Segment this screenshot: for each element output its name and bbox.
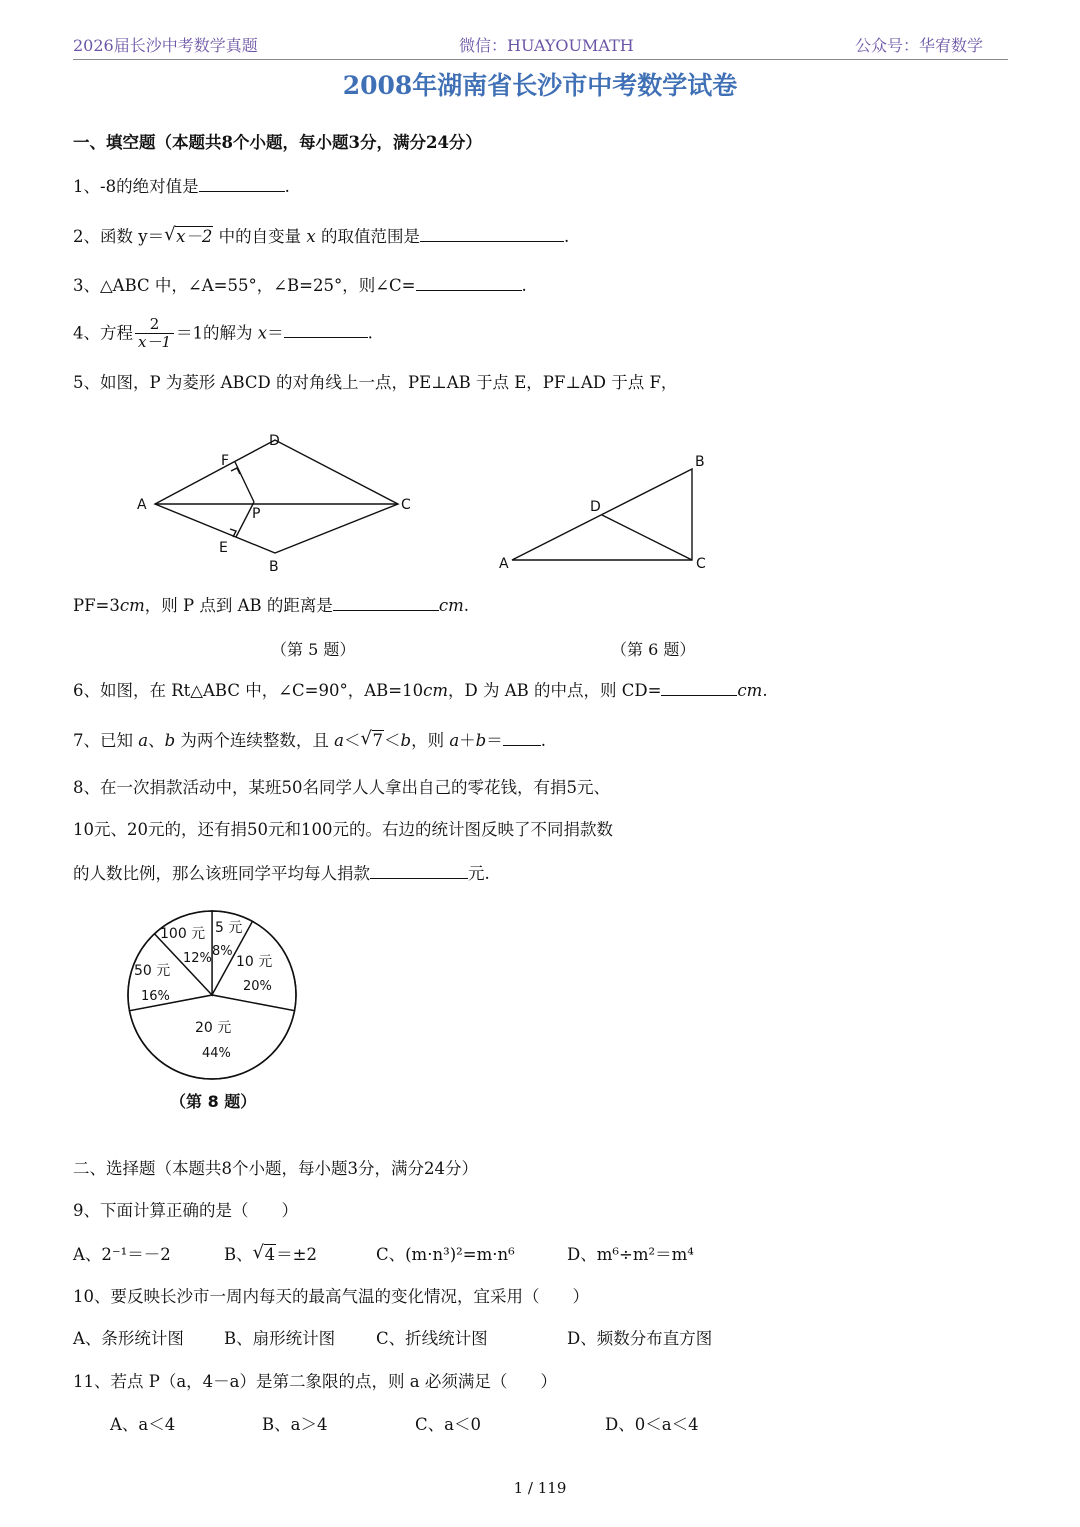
q4-answer-blank xyxy=(284,323,368,338)
q6-end: . xyxy=(762,681,768,700)
question-5-continued xyxy=(73,596,469,615)
question-6 xyxy=(73,681,768,700)
fig6-label-d: D xyxy=(590,499,601,515)
q4-var: x xyxy=(257,323,268,343)
fig5-label-a: A xyxy=(137,497,147,513)
question-5: 5、如图，P 为菱形 ABCD 的对角线上一点，PE⊥AB 于点 E，PF⊥AD 于点 F， xyxy=(73,373,678,392)
q7-sep: 、 xyxy=(148,731,165,750)
question-10: 10、要反映长沙市一周内每天的最高气温的变化情况，宜采用（ ） xyxy=(73,1287,589,1306)
q2-pre: 2、函数 y＝ xyxy=(73,227,165,246)
q7-plus: ＋ xyxy=(459,731,476,750)
fig5-label-e: E xyxy=(219,540,228,556)
pie-slice-20元 xyxy=(129,995,294,1079)
fig5-label-f: F xyxy=(221,453,230,469)
pie-pct-5: 8% xyxy=(212,944,233,959)
q9-b-post: ＝±2 xyxy=(276,1245,317,1264)
q9-option-d: D、m⁶÷m²＝m⁴ xyxy=(567,1245,694,1264)
pie-pct-50: 16% xyxy=(141,989,170,1004)
question-8-line1: 8、在一次捐款活动中，某班50名同学人人拿出自己的零花钱，有捐5元、 xyxy=(73,778,610,797)
q6-answer-blank xyxy=(661,681,737,696)
q1-answer-blank xyxy=(199,177,285,192)
q3-end: . xyxy=(521,276,527,295)
q5-answer-blank xyxy=(333,596,439,611)
question-9: 9、下面计算正确的是（ ） xyxy=(73,1201,298,1220)
fig5-label-d: D xyxy=(269,433,280,449)
q3-text: 3、△ABC 中，∠A=55°，∠B=25°，则∠C= xyxy=(73,276,416,295)
segment-cd xyxy=(602,515,692,560)
q9-option-a: A、2⁻¹＝－2 xyxy=(73,1245,171,1264)
pie-label-100: 100 元 xyxy=(160,926,206,942)
q5-cont-mid: ，则 P 点到 AB 的距离是 xyxy=(144,596,333,615)
header-center: 微信：HUAYOUMATH xyxy=(459,36,634,55)
q11-option-a: A、a＜4 xyxy=(110,1415,176,1434)
section1-heading: 一、填空题（本题共8个小题，每小题3分，满分24分） xyxy=(73,133,482,152)
q4-mid: ＝1的解为 xyxy=(176,323,258,343)
fig6-label-a: A xyxy=(499,556,509,572)
question-8-line3 xyxy=(73,864,490,883)
figure-5-rhombus xyxy=(125,425,425,580)
q5-cont-pre: PF=3 xyxy=(73,596,120,615)
q2-mid: 中的自变量 xyxy=(213,227,307,246)
header-left: 2026届长沙中考数学真题 xyxy=(73,36,258,55)
q3-answer-blank xyxy=(416,276,522,291)
q7-a2: a xyxy=(334,731,344,750)
q2-var: x xyxy=(306,227,316,246)
q10-option-a: A、条形统计图 xyxy=(73,1329,184,1348)
q6-pre: 6、如图，在 Rt△ABC 中，∠C=90°，AB=10 xyxy=(73,681,424,700)
q7-eq: ＝ xyxy=(486,731,503,750)
q5-answer-unit: cm xyxy=(438,596,464,615)
q2-post: 的取值范围是 xyxy=(315,227,420,246)
figure-6-triangle xyxy=(495,448,720,578)
q7-sqrt: √ 7 xyxy=(360,728,383,750)
q9-b-pre: B、 xyxy=(224,1245,253,1264)
page-title: 2008年湖南省长沙市中考数学试卷 xyxy=(342,71,738,100)
q7-mid: 为两个连续整数，且 xyxy=(175,731,335,750)
rhombus-outline xyxy=(155,440,398,553)
question-11: 11、若点 P（a，4－a）是第二象限的点，则 a 必须满足（ ） xyxy=(73,1372,557,1391)
q10-option-c: C、折线统计图 xyxy=(376,1329,488,1348)
q7-pre: 7、已知 xyxy=(73,731,139,750)
question-1 xyxy=(73,177,290,196)
q4-numerator: 2 xyxy=(149,315,160,333)
q9-b-sqrt: √ 4 xyxy=(252,1242,276,1264)
q9-option-c: C、(m·n³)²=m·n⁶ xyxy=(376,1245,515,1264)
q6-answer-unit: cm xyxy=(737,681,763,700)
q5-unit: cm xyxy=(119,596,145,615)
q5-end: . xyxy=(463,596,470,615)
right-angle-e xyxy=(230,529,236,537)
q7-b: b xyxy=(164,731,176,750)
q11-option-c: C、a＜0 xyxy=(415,1415,481,1434)
q2-end: . xyxy=(563,227,570,246)
question-2 xyxy=(73,224,570,246)
q9-b-radicand: 4 xyxy=(264,1245,276,1264)
q1-end: . xyxy=(284,177,290,196)
q7-a3: a xyxy=(449,731,460,750)
q4-pre: 4、方程 xyxy=(73,323,133,343)
fig6-label-b: B xyxy=(695,454,705,470)
q2-sqrt: √ x－2 xyxy=(164,224,213,246)
question-8-line2: 10元、20元的，还有捐50元和100元的。右边的统计图反映了不同捐款数 xyxy=(73,820,613,839)
q7-lt1: ＜ xyxy=(344,731,361,750)
fig6-label-c: C xyxy=(696,556,706,572)
q6-mid: ，D 为 AB 的中点，则 CD= xyxy=(447,681,662,700)
question-7 xyxy=(73,728,546,750)
q7-lt2: ＜ xyxy=(384,731,401,750)
fig5-label-c: C xyxy=(401,497,411,513)
figure-8-pie-chart xyxy=(120,904,310,1089)
q7-b2: b xyxy=(400,731,412,750)
caption-fig8: （第 8 题） xyxy=(170,1092,257,1111)
pie-pct-100: 12% xyxy=(183,951,212,966)
q7-comma: ，则 xyxy=(411,731,450,750)
q7-radicand: 7 xyxy=(372,731,383,750)
q6-unit: cm xyxy=(423,681,448,700)
q7-a: a xyxy=(138,731,149,750)
pie-label-20: 20 元 xyxy=(195,1020,232,1036)
q7-end: . xyxy=(540,731,546,750)
caption-fig5: （第 5 题） xyxy=(271,640,356,659)
q9-option-b xyxy=(224,1242,317,1264)
header-right: 公众号：华宥数学 xyxy=(855,36,984,55)
caption-fig6: （第 6 题） xyxy=(611,640,696,659)
q7-answer-blank xyxy=(503,731,541,746)
q2-radicand: x－2 xyxy=(176,227,213,246)
pie-label-50: 50 元 xyxy=(134,963,171,979)
fig5-label-b: B xyxy=(269,559,279,575)
fig5-label-p: P xyxy=(252,506,261,522)
segment-pf xyxy=(235,462,254,502)
q10-option-b: B、扇形统计图 xyxy=(224,1329,336,1348)
question-4 xyxy=(73,316,373,352)
q11-option-b: B、a＞4 xyxy=(262,1415,328,1434)
page-number: 1 / 119 xyxy=(513,1479,567,1497)
q8-end: 元. xyxy=(468,864,490,883)
q11-option-d: D、0＜a＜4 xyxy=(605,1415,699,1434)
section2-heading: 二、选择题（本题共8个小题，每小题3分，满分24分） xyxy=(73,1159,478,1178)
q8-answer-blank xyxy=(370,864,468,879)
q2-answer-blank xyxy=(420,227,564,242)
q4-denominator: x－1 xyxy=(135,333,174,351)
pie-label-10: 10 元 xyxy=(236,954,273,970)
q1-text: 1、-8的绝对值是 xyxy=(73,177,199,196)
q10-option-d: D、频数分布直方图 xyxy=(567,1329,713,1348)
pie-pct-20: 44% xyxy=(202,1046,231,1061)
q4-eq: ＝ xyxy=(267,323,284,343)
q8-line3-text: 的人数比例，那么该班同学平均每人捐款 xyxy=(73,864,370,883)
pie-label-5: 5 元 xyxy=(215,920,243,936)
header-rule xyxy=(73,59,1008,60)
q7-b3: b xyxy=(475,731,487,750)
question-3 xyxy=(73,276,527,295)
q4-end: . xyxy=(367,323,373,343)
pie-pct-10: 20% xyxy=(243,979,272,994)
q4-fraction xyxy=(135,316,174,352)
